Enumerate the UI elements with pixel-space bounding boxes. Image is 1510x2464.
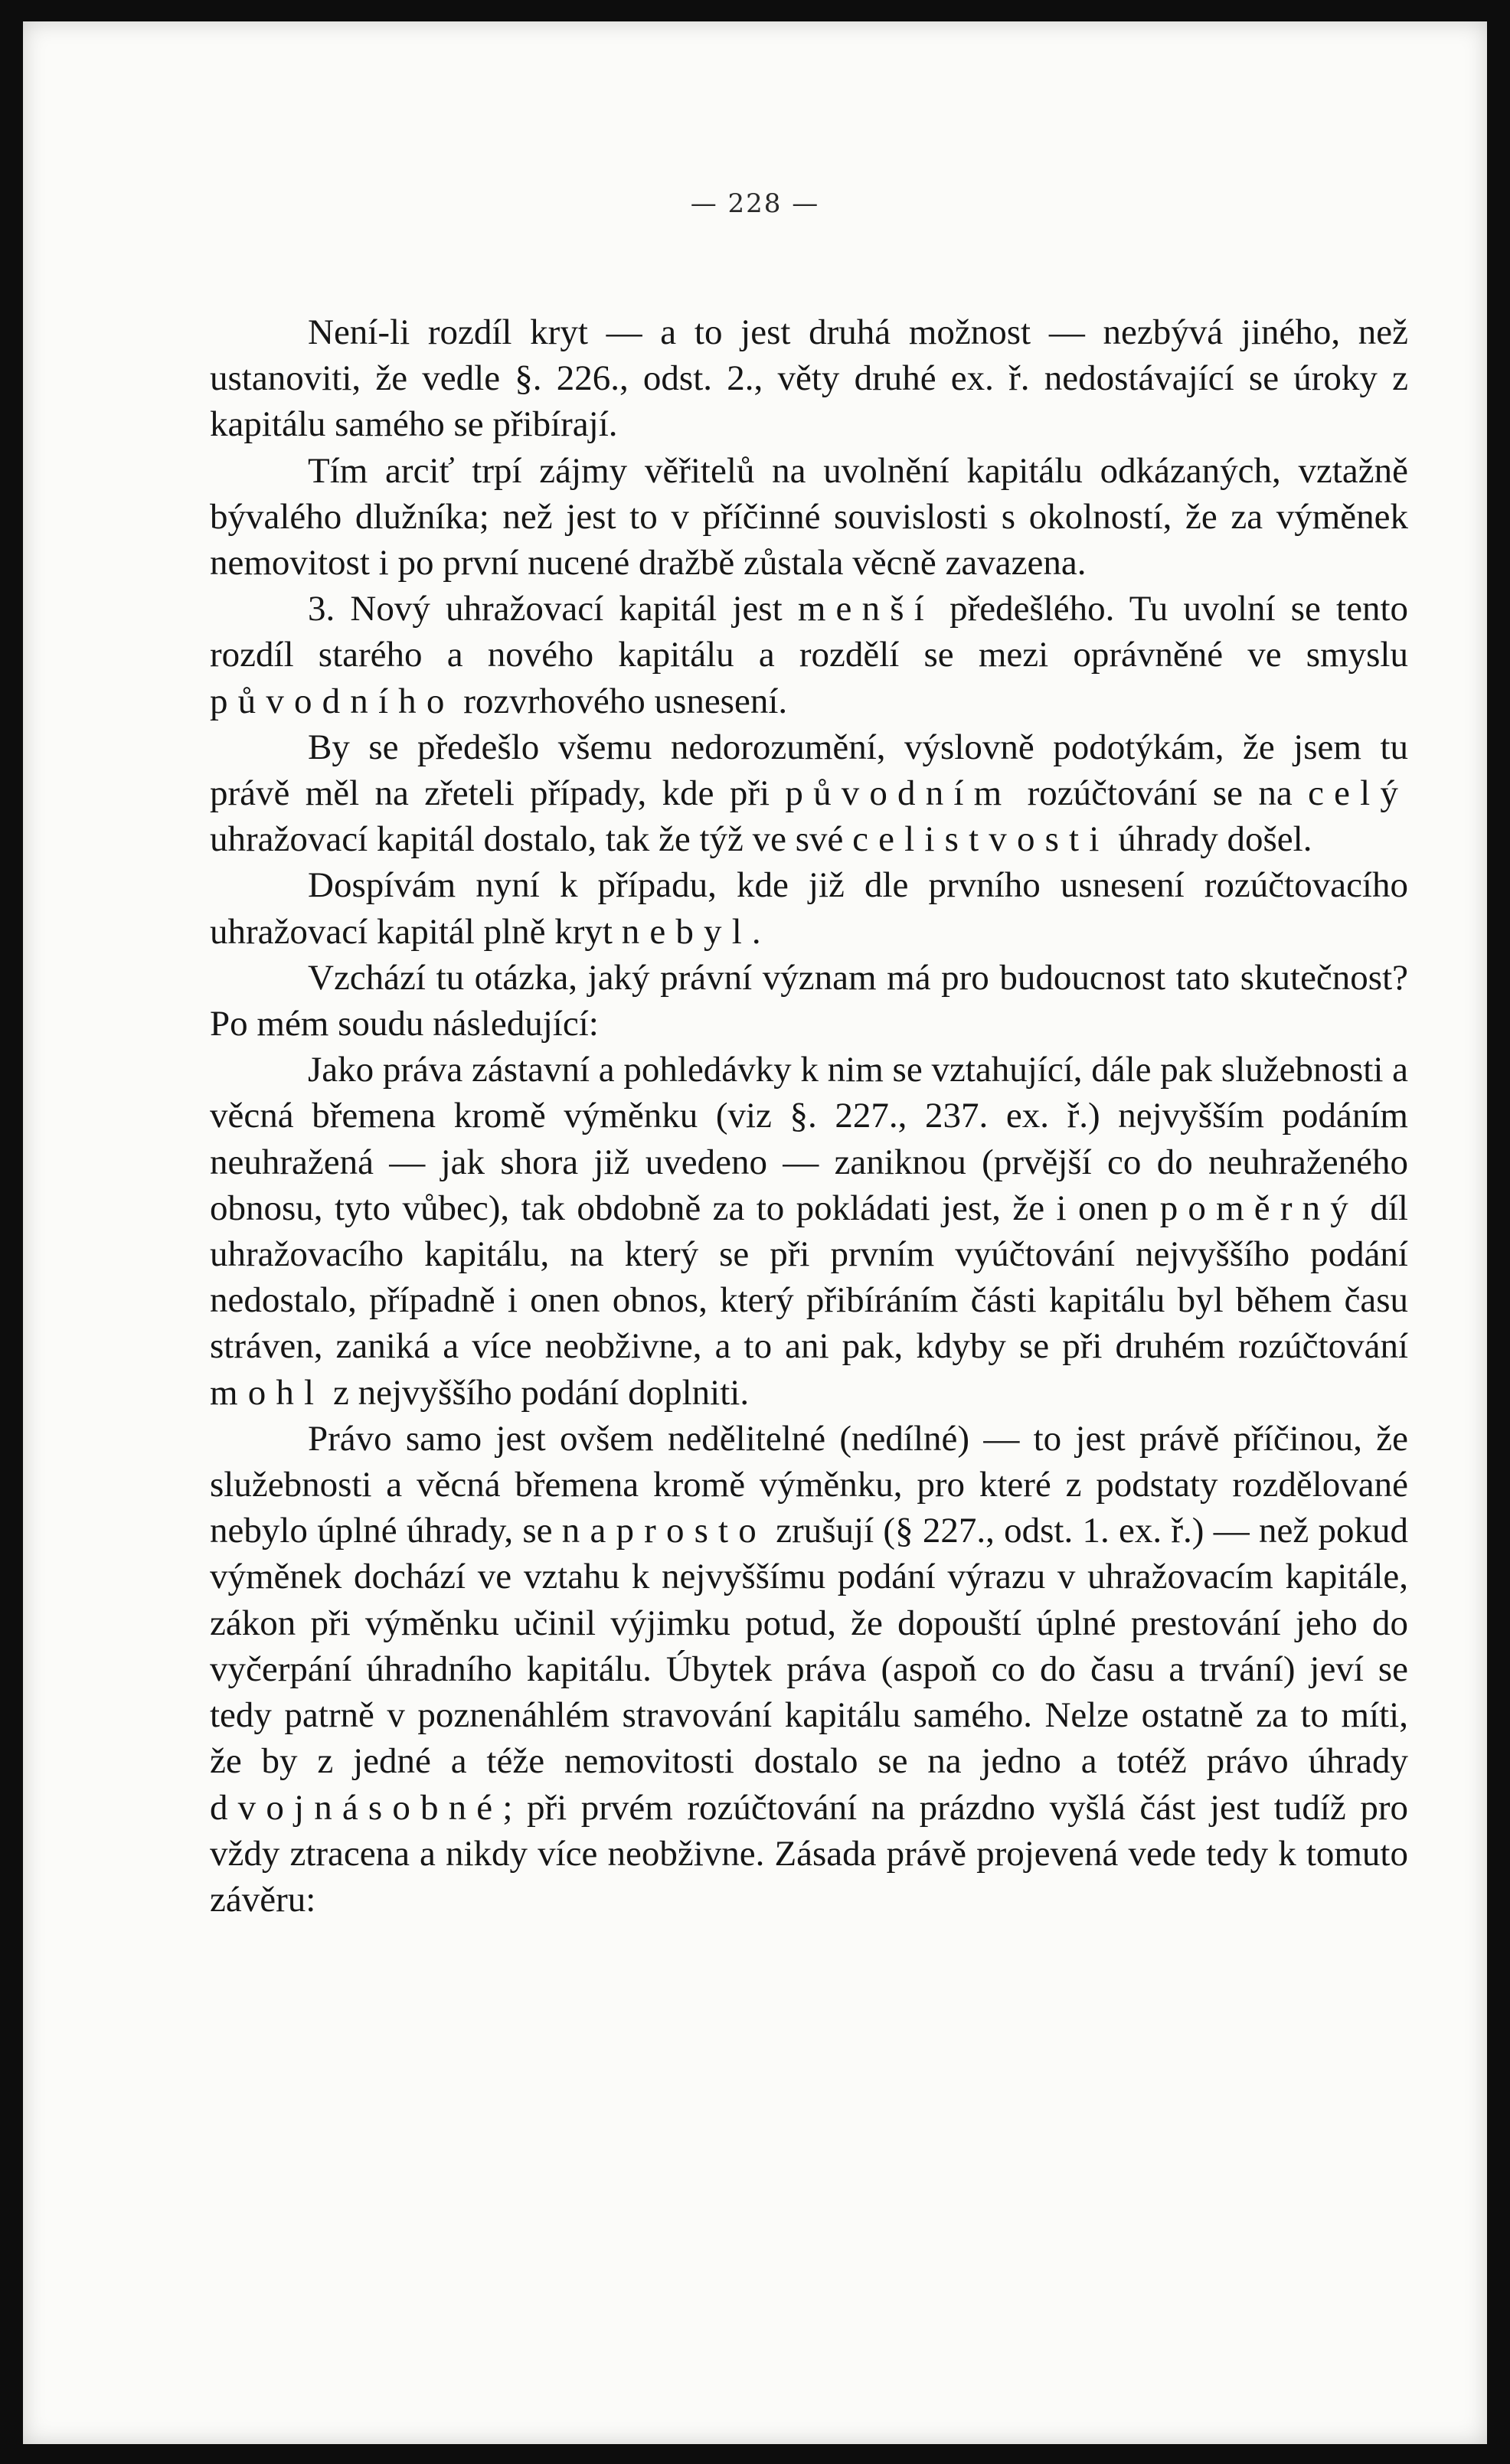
- emphasis-nebyl: nebyl: [621, 911, 752, 952]
- emphasis-cely: celý: [1308, 773, 1408, 814]
- paragraph-8-text: zrušují (§ 227., odst. 1. ex. ř.) — než pokud výměnek dochází ve vztahu k nejvyššímu podání výrazu v uhražovacím kapitále, zákon při výměnku učinil výjimku potud, že dopouští úplné prestování jeho do vyčerpání úhradního kapitálu. Úbytek práva (aspoň co do času a trvání) jeví se tedy patrně v poznenáhlém stravování kapitálu samého. Nelze ostatně za to míti, že by z jedné a téže nemovitosti dostalo se na jedno a totéž právo úhrady: [210, 1511, 1408, 1782]
- paragraph-8: [210, 1416, 1408, 1923]
- paragraph-8-text: ; při prvém rozúčtování na prázdno vyšlá část jest tudíž pro vždy ztracena a nikdy více neobživne. Zásada právě projevená vede tedy k tomuto závěru:: [210, 1787, 1408, 1920]
- paragraph-4: [210, 724, 1408, 863]
- paragraph-4-text: By se předešlo všemu nedorozumění, výslovně podotýkám, že jsem tu právě měl na zřeteli případy, kde při: [210, 727, 1408, 814]
- emphasis-pomerny: poměrný: [1159, 1188, 1358, 1228]
- paragraph-5-text: .: [751, 911, 761, 952]
- paragraph-2: Tím arciť trpí zájmy věřitelů na uvolnění kapitálu odkázaných, vztažně bývalého dlužníka; než jest to v příčinné souvislosti s okolností, že za výměnek nemovitost i po první nucené dražbě zůstala věcně zavazena.: [210, 450, 1408, 583]
- paragraph-4-text: rozúčtování se na: [1012, 773, 1309, 814]
- paragraph-7-text: z nejvyššího podání doplniti.: [324, 1372, 750, 1413]
- book-page: [23, 21, 1487, 2444]
- emphasis-dvojnasobne: dvojnásobné: [210, 1787, 503, 1828]
- paragraph-6: Vzchází tu otázka, jaký právní význam má pro budoucnost tato skutečnost? Po mém soudu následující:: [210, 957, 1408, 1044]
- emphasis-puvodniho: původního: [210, 681, 455, 721]
- emphasis-naprosto: naprosto: [561, 1511, 766, 1551]
- emphasis-mensi: menší: [797, 589, 934, 629]
- emphasis-mohl: mohl: [210, 1372, 325, 1413]
- paragraph-5-text: Dospívám nyní k případu, kde již dle prvního usnesení rozúčtovacího uhražovací kapitál plně kryt: [210, 865, 1408, 952]
- body-text: [210, 309, 1408, 1923]
- paragraph-7-text: Jako práva zástavní a pohledávky k nim se vztahující, dále pak služebnosti a věcná břemena kromě výměnku (viz §. 227., 237. ex. ř.) nejvyšším podáním neuhražená — jak shora již uvedeno — zaniknou (prvější co do neuhraženého obnosu, tyto vůbec), tak obdobně za to pokládati jest, že i onen: [210, 1050, 1408, 1228]
- paragraph-3-text: předešlého. Tu uvolní se tento rozdíl starého a nového kapitálu a rozdělí se mezi oprávněné ve smyslu: [210, 589, 1408, 675]
- paragraph-4-text: úhrady došel.: [1109, 819, 1312, 860]
- paragraph-4-text: uhražovací kapitál dostalo, tak že týž ve své: [210, 819, 853, 860]
- paragraph-5: [210, 862, 1408, 954]
- paragraph-3-text: rozvrhového usnesení.: [454, 681, 788, 721]
- page-number: — 228 —: [690, 188, 820, 219]
- paragraph-7-text: díl uhražovacího kapitálu, na který se při prvním vyúčtování nejvyššího podání nedostalo, případně i onen obnos, který přibíráním části kapitálu byl během času stráven, zaniká a více neobživne, a to ani pak, kdyby se při druhém rozúčtování: [210, 1188, 1408, 1367]
- paragraph-8-text: Právo samo jest ovšem nedělitelné (nedílné) — to jest právě příčinou, že služebnosti a věcná břemena kromě výměnku, pro které z podstaty rozdělované nebylo úplné úhrady, se: [210, 1418, 1408, 1551]
- paragraph-3-text: 3. Nový uhražovací kapitál jest: [308, 589, 798, 629]
- emphasis-celistvosti: celistvosti: [852, 819, 1110, 860]
- emphasis-puvodnim: původním: [785, 773, 1012, 814]
- paragraph-7: [210, 1047, 1408, 1416]
- paragraph-1: Není-li rozdíl kryt — a to jest druhá možnost — nezbývá jiného, než ustanoviti, že vedle §. 226., odst. 2., věty druhé ex. ř. nedostávající se úroky z kapitálu samého se přibírají.: [210, 312, 1408, 445]
- paragraph-3: [210, 586, 1408, 724]
